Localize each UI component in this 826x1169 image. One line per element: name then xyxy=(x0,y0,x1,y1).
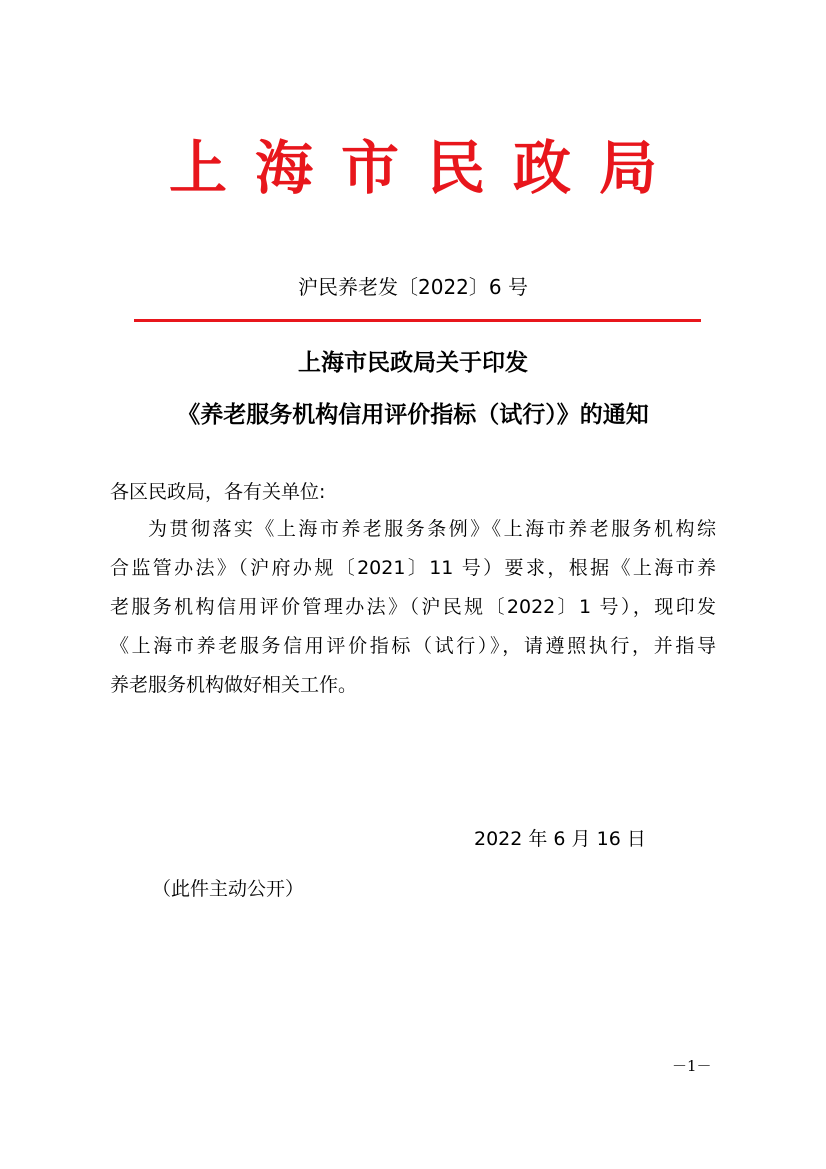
body-paragraph-line: 《上海市养老服务信用评价指标（试行）》，请遵照执行，并指导 xyxy=(110,635,716,657)
red-separator-rule xyxy=(134,319,701,322)
page-number: －1－ xyxy=(672,1057,712,1075)
disclosure-note: （此件主动公开） xyxy=(152,878,305,900)
salutation: 各区民政局，各有关单位: xyxy=(110,481,326,503)
agency-masthead: 上海市民政局 xyxy=(168,134,685,202)
body-paragraph-line: 为贯彻落实《上海市养老服务条例》《上海市养老服务机构综 xyxy=(148,518,716,540)
notice-title-line-2: 《养老服务机构信用评价指标（试行）》的通知 xyxy=(177,401,649,428)
body-paragraph-line: 养老服务机构做好相关工作。 xyxy=(110,674,358,696)
body-paragraph-line: 老服务机构信用评价管理办法》（沪民规〔2022〕1 号），现印发 xyxy=(110,596,716,618)
document-number: 沪民养老发〔2022〕6 号 xyxy=(298,275,528,299)
issue-date: 2022 年 6 月 16 日 xyxy=(474,828,646,850)
body-paragraph-line: 合监管办法》（沪府办规〔2021〕11 号）要求，根据《上海市养 xyxy=(110,557,716,579)
notice-title-line-1: 上海市民政局关于印发 xyxy=(298,349,528,376)
